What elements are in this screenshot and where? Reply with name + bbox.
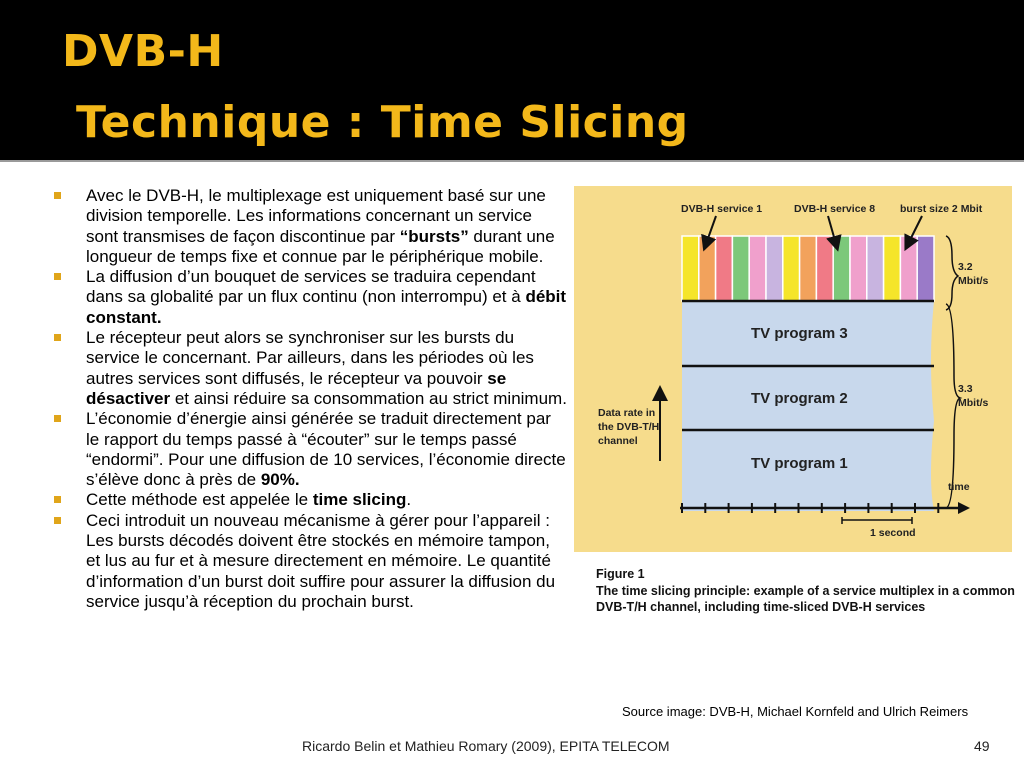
bullet-text: Ceci introduit un nouveau mécanisme à gérer pour l’appareil : Les bursts décodés doivent être stockés en mémoire tampon, et lus au fur et à mesure directement en mémoire. Le quantité d’information d’un burst doit suffire pour assurer la diffusion du service jusqu’à réception du prochain burst. — [86, 510, 556, 611]
bullet-text: Cette méthode est appelée le — [86, 490, 313, 510]
time-slicing-figure — [574, 186, 1012, 552]
footer-credits: Ricardo Belin et Mathieu Romary (2009), EPITA TELECOM — [302, 738, 670, 754]
burst-row — [682, 236, 934, 301]
bullet-item — [48, 328, 568, 409]
time-axis-label: time — [948, 481, 970, 493]
rate-mid-value: 3.3 — [958, 383, 973, 395]
tv-program-2-label: TV program 2 — [751, 390, 848, 407]
bullet-item — [48, 409, 568, 490]
time-slicing-diagram — [574, 186, 1012, 552]
burst-slot — [732, 236, 749, 301]
tv-program-1-label: TV program 1 — [751, 455, 848, 472]
figure-caption-text: The time slicing principle: example of a service multiplex in a common DVB-T/H channel, including time-sliced DVB-H services — [596, 583, 1015, 614]
burst-slot — [682, 236, 699, 301]
bullet-marker — [54, 496, 61, 503]
figure-caption — [596, 566, 1016, 616]
bullet-emphasis: se désactiver — [86, 368, 507, 408]
burst-slot — [749, 236, 766, 301]
bullet-text: et ainsi réduire sa consommation au strict minimum. — [170, 388, 567, 408]
data-rate-label-1: Data rate in — [598, 407, 656, 419]
burst-slot — [850, 236, 867, 301]
slide-title: DVB-H — [62, 26, 224, 77]
slide-subtitle: Technique : Time Slicing — [76, 97, 689, 148]
bullet-marker — [54, 517, 61, 524]
bullet-text: Le récepteur peut alors se synchroniser sur les bursts du service le concernant. Par ailleurs, dans les périodes où les autres services sont diffusés, le récepteur va pouvoir — [86, 328, 534, 388]
time-axis-arrowhead — [958, 502, 970, 514]
slide-header — [0, 0, 1024, 160]
bullet-text: La diffusion d’un bouquet de services se traduira cependant dans sa globalité par un flux continu (non interrompu) et à — [86, 267, 536, 307]
slide-footer — [0, 730, 1024, 768]
bullet-marker — [54, 273, 61, 280]
burst-slot — [900, 236, 917, 301]
bullet-text: Avec le DVB-H, le multiplexage est uniquement basé sur une division temporelle. Les informations concernant un service sont transmises de façon discontinue par — [86, 186, 546, 246]
rate-brace-top — [946, 236, 958, 310]
burst-slot — [699, 236, 716, 301]
bullet-text: . — [406, 490, 412, 510]
one-second-label: 1 second — [870, 527, 916, 539]
bullet-text: durant une longueur de temps fixe et connue par le périphérique mobile. — [86, 226, 555, 266]
burst-slot — [833, 236, 850, 301]
data-rate-label-2: the DVB-T/H — [598, 421, 660, 433]
rate-top-value: 3.2 — [958, 261, 973, 273]
slide-body — [0, 162, 1024, 768]
burst-slot — [816, 236, 833, 301]
rate-mid-unit: Mbit/s — [958, 397, 989, 409]
bullet-marker — [54, 415, 61, 422]
image-source: Source image: DVB-H, Michael Kornfeld and Ulrich Reimers — [622, 704, 969, 719]
burst-slot — [867, 236, 884, 301]
page-number: 49 — [974, 738, 990, 754]
tv-program-3-label: TV program 3 — [751, 325, 848, 342]
bullet-emphasis: débit constant. — [86, 287, 567, 327]
bullet-emphasis: 90%. — [260, 470, 300, 490]
bullet-marker — [54, 192, 61, 199]
service8-label: DVB-H service 8 — [794, 203, 876, 215]
bullet-item — [48, 490, 568, 510]
bullet-text: L’économie d’énergie ainsi générée se traduit directement par le rapport du temps passé à “écouter” sur le temps passé “endormi”. Pour une diffusion de 10 services, l’économie directe s’élève donc à près de — [86, 409, 566, 490]
bullet-emphasis: time slicing — [312, 490, 407, 510]
bullet-item — [48, 186, 568, 267]
bullet-list — [48, 186, 568, 612]
burst-slot — [716, 236, 733, 301]
burst-slot — [800, 236, 817, 301]
bullet-item — [48, 267, 568, 328]
bullet-emphasis: “bursts” — [399, 226, 469, 246]
service1-label: DVB-H service 1 — [681, 203, 763, 215]
burst-slot — [783, 236, 800, 301]
bullet-item — [48, 511, 568, 612]
burst-slot — [766, 236, 783, 301]
burst-size-label: burst size 2 Mbit — [900, 203, 983, 215]
burst-slot — [884, 236, 901, 301]
data-rate-label-3: channel — [598, 435, 638, 447]
rate-top-unit: Mbit/s — [958, 275, 989, 287]
burst-slot — [917, 236, 934, 301]
figure-caption-title: Figure 1 — [596, 567, 645, 581]
bullet-marker — [54, 334, 61, 341]
